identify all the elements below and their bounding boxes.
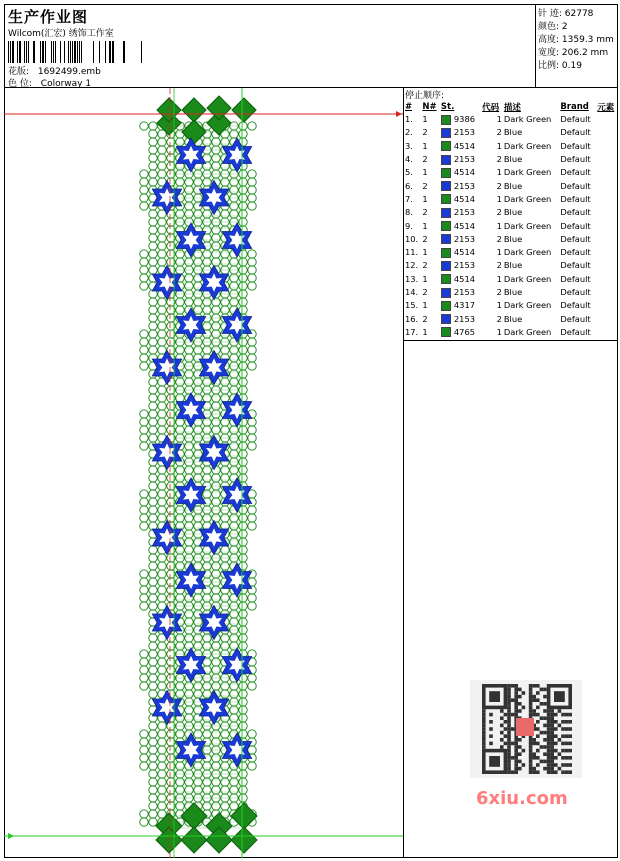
cell-index: 15. [405,300,419,311]
design-height: 高度: 1359.3 mm [538,35,614,45]
cell-needle: 2 [422,260,428,271]
header-panel [4,4,536,88]
cell-code: 2 [496,154,502,165]
stitch-count: 针 迹: 62778 [538,9,594,19]
cell-stitches [440,193,481,206]
stats-panel [536,4,618,88]
cell-stitches [440,153,481,166]
color-swatch [441,274,451,284]
stitch-count-value: 4765 [453,326,476,337]
cell-code: 1 [496,300,502,311]
stitch-count-value: 4514 [453,193,476,204]
design-width: 宽度: 206.2 mm [538,48,609,58]
cell-needle: 1 [422,220,428,231]
stitch-count-value: 2153 [453,154,476,165]
cell-stitches [440,219,481,232]
color-swatch [441,314,451,324]
cell-code: 1 [496,220,502,231]
cell-needle: 1 [422,273,428,284]
cell-needle: 1 [422,140,428,151]
table-row [404,219,618,232]
cell-code: 2 [496,260,502,271]
cell-element [596,273,618,286]
table-row [404,312,618,325]
cell-index: 14. [405,287,419,297]
cell-brand: Default [560,260,591,271]
cell-description: Dark Green [503,300,552,311]
cell-description: Dark Green [503,140,552,151]
barcode-icon [8,41,146,63]
cell-index: 2. [405,127,413,138]
stitch-count-value: 4514 [453,167,476,178]
col-index: # [405,101,413,112]
cell-index: 7. [405,193,413,204]
cell-element [596,140,618,153]
color-count: 颜色: 2 [538,22,568,32]
cell-stitches [440,113,481,126]
cell-code: 1 [496,193,502,204]
cell-brand: Default [560,273,591,284]
cell-code: 2 [496,207,502,218]
table-row [404,140,618,153]
design-label: 花版: [8,67,30,77]
cell-description: Dark Green [503,247,552,258]
color-swatch [441,301,451,311]
design-preview [4,88,404,858]
cell-stitches [440,206,481,219]
color-swatch [441,234,451,244]
cell-description: Blue [503,287,523,297]
cell-element [596,153,618,166]
cell-index: 6. [405,180,413,191]
stop-sequence-panel [404,88,618,858]
table-row [404,299,618,312]
table-header-row [404,100,618,113]
cell-stitches [440,246,481,259]
cell-code: 2 [496,313,502,324]
stitch-count-value: 2153 [453,180,476,191]
cell-index: 17. [405,326,419,337]
cell-code: 1 [496,273,502,284]
color-swatch [441,288,451,298]
cell-code: 1 [496,326,502,337]
cell-element [596,113,618,126]
cell-needle: 1 [422,326,428,337]
cell-stitches [440,326,481,339]
cell-code: 1 [496,167,502,178]
color-swatch [441,194,451,204]
cell-description: Dark Green [503,220,552,231]
cell-needle: 2 [422,154,428,165]
cell-element [596,179,618,192]
col-stitches: St. [440,101,455,112]
cell-needle: 1 [422,300,428,311]
stitch-count-value: 2153 [453,207,476,218]
cell-brand: Default [560,193,591,204]
table-row [404,113,618,126]
cell-description: Blue [503,233,523,244]
color-swatch [441,155,451,165]
cell-stitches [440,140,481,153]
cell-element [596,259,618,272]
cell-description: Blue [503,154,523,165]
cell-element [596,312,618,325]
cell-stitches [440,299,481,312]
cell-index: 8. [405,207,413,218]
cell-description: Dark Green [503,193,552,204]
cell-element [596,299,618,312]
cell-stitches [440,179,481,192]
cell-stitches [440,273,481,286]
stop-sequence-table [404,100,618,339]
cell-brand: Default [560,127,591,138]
cell-brand: Default [560,300,591,311]
color-swatch [441,327,451,337]
stitch-count-value: 9386 [453,114,476,125]
cell-element [596,126,618,139]
stop-sequence-title: 停止顺序: [405,91,445,101]
cell-description: Blue [503,313,523,324]
cell-index: 16. [405,313,419,324]
cell-stitches [440,166,481,179]
stitch-count-value: 4514 [453,140,476,151]
cell-description: Dark Green [503,114,552,125]
stitch-count-value: 4514 [453,247,476,258]
cell-element [596,166,618,179]
cell-index: 1. [405,114,413,125]
studio-name: Wilcom(汇宏) 绣饰工作室 [8,29,114,39]
color-swatch [441,128,451,138]
cell-code: 1 [496,247,502,258]
col-description: 描述 [503,102,521,113]
cell-needle: 2 [422,207,428,218]
cell-needle: 2 [422,180,428,191]
stitch-count-value: 2153 [453,127,476,138]
cell-index: 3. [405,140,413,151]
cell-index: 9. [405,220,413,231]
table-row [404,233,618,246]
cell-stitches [440,312,481,325]
col-code: 代码 [482,102,500,113]
cell-element [596,233,618,246]
cell-element [596,206,618,219]
cell-needle: 2 [422,233,428,244]
table-row [404,273,618,286]
cell-description: Blue [503,260,523,271]
cell-index: 12. [405,260,419,271]
stitch-count-value: 2153 [453,313,476,324]
color-swatch [441,248,451,258]
cell-description: Dark Green [503,326,552,337]
cell-description: Blue [503,127,523,138]
cell-brand: Default [560,207,591,218]
table-row [404,179,618,192]
color-swatch [441,181,451,191]
cell-code: 1 [496,140,502,151]
cell-element [596,286,618,299]
cell-needle: 1 [422,167,428,178]
stitch-count-value: 4514 [453,220,476,231]
table-row [404,153,618,166]
cell-code: 2 [496,127,502,138]
color-swatch [441,261,451,271]
cell-brand: Default [560,220,591,231]
table-row [404,206,618,219]
table-row [404,166,618,179]
cell-needle: 1 [422,193,428,204]
stitch-count-value: 2153 [453,260,476,271]
colorway-label: 色 位: [8,79,32,89]
cell-index: 4. [405,154,413,165]
color-swatch [441,141,451,151]
color-swatch [441,208,451,218]
cell-brand: Default [560,180,591,191]
cell-stitches [440,233,481,246]
col-brand: Brand [560,101,589,112]
color-swatch [441,168,451,178]
design-scale: 比例: 0.19 [538,61,582,71]
cell-element [596,326,618,339]
cell-element [596,246,618,259]
table-divider [404,340,618,341]
table-row [404,326,618,339]
cell-index: 11. [405,247,419,258]
cell-brand: Default [560,326,591,337]
cell-needle: 1 [422,247,428,258]
cell-needle: 2 [422,127,428,138]
cell-needle: 2 [422,287,428,297]
cell-description: Blue [503,207,523,218]
cell-stitches [440,126,481,139]
cell-element [596,219,618,232]
cell-stitches [440,286,481,299]
cell-brand: Default [560,287,591,297]
page-title: 生产作业图 [8,8,89,26]
cell-brand: Default [560,154,591,165]
stitch-count-value: 2153 [453,233,476,244]
table-row [404,193,618,206]
stitch-count-value: 2153 [453,287,476,297]
table-row [404,126,618,139]
col-element: 元素 [597,102,615,113]
cell-brand: Default [560,247,591,258]
color-swatch [441,115,451,125]
cell-brand: Default [560,114,591,125]
cell-index: 13. [405,273,419,284]
colorway-value: Colorway 1 [40,79,92,89]
cell-brand: Default [560,233,591,244]
cell-index: 10. [405,233,419,244]
qr-code-icon [470,680,582,778]
cell-index: 5. [405,167,413,178]
cell-brand: Default [560,167,591,178]
cell-code: 2 [496,180,502,191]
cell-code: 2 [496,233,502,244]
table-row [404,286,618,299]
table-row [404,259,618,272]
design-value: 1692499.emb [37,67,101,77]
cell-description: Dark Green [503,167,552,178]
stitch-count-value: 4514 [453,273,476,284]
cell-brand: Default [560,313,591,324]
cell-stitches [440,259,481,272]
table-row [404,246,618,259]
cell-needle: 2 [422,313,428,324]
cell-needle: 1 [422,114,428,125]
cell-code: 2 [496,287,502,297]
watermark-text: 6xiu.com [476,788,568,809]
color-swatch [441,221,451,231]
col-needle: N# [422,101,437,112]
cell-description: Dark Green [503,273,552,284]
cell-description: Blue [503,180,523,191]
stitch-count-value: 4317 [453,300,476,311]
embroidery-design-graphic [4,88,404,858]
cell-code: 1 [496,114,502,125]
cell-element [596,193,618,206]
cell-brand: Default [560,140,591,151]
